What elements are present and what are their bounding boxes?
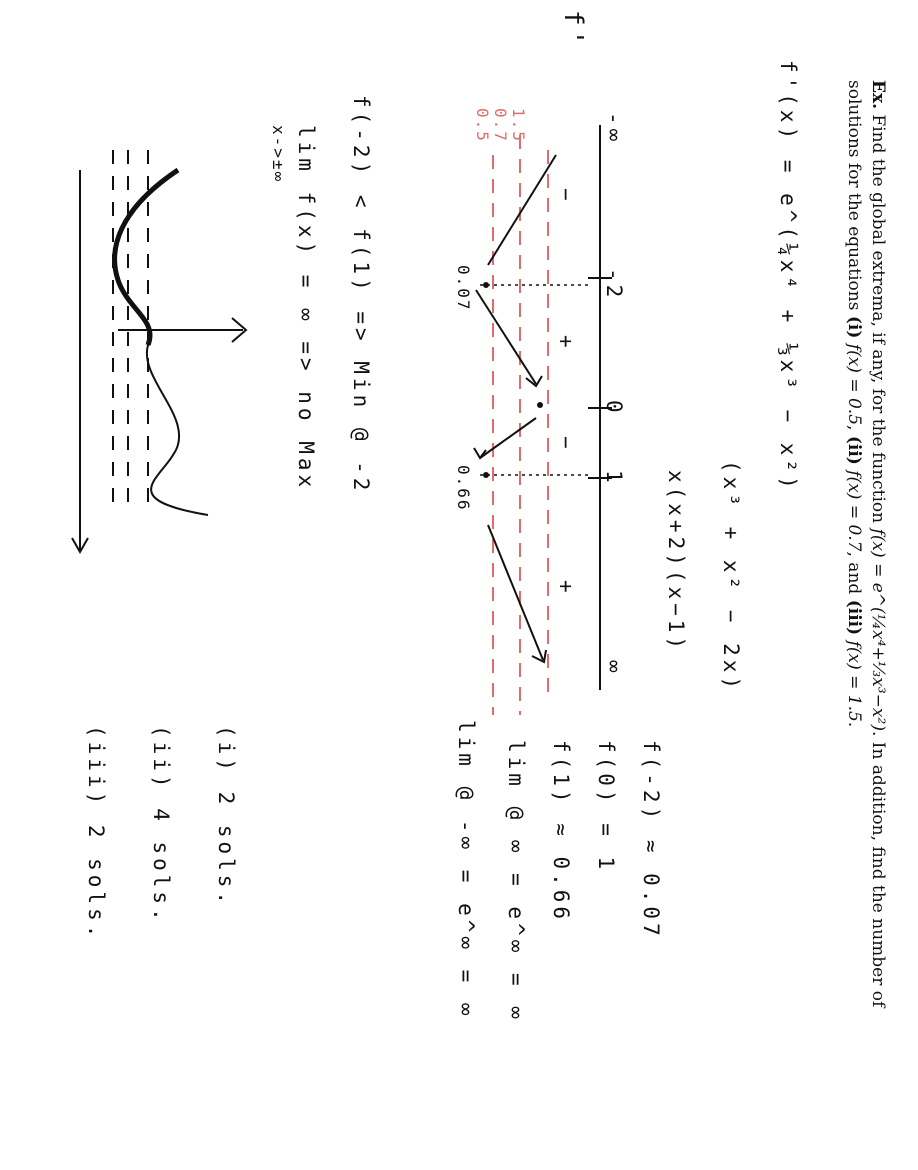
value-at-1: 0.66	[454, 465, 473, 512]
arrow-inc-1	[476, 290, 536, 384]
arrow-dec-1	[488, 155, 556, 265]
sign-4: +	[554, 580, 578, 597]
curve-thin	[147, 345, 208, 515]
derivative-line-2: (x³ + x² − 2x)	[719, 460, 743, 694]
value-f-0: f(0) = 1	[594, 740, 618, 874]
graph-sketch	[72, 150, 246, 552]
sign-2: +	[554, 335, 578, 352]
value-lim-neg-inf: lim @ -∞ = e^∞ = ∞	[454, 720, 478, 1020]
problem-statement: Ex. Find the global extrema, if any, for the function f(x) = e^(¼x⁴+⅓x³−x²). In addition, find the number of solutions for the equations (i) f(x) = 0.5, (ii) f(x) = 0.7, and (iii) f(x) = 1.5.	[844, 80, 888, 1008]
value-at-neg2: 0.07	[454, 265, 473, 312]
red-label-1.5: 1.5	[509, 108, 528, 143]
value-f-neg2: f(-2) ≈ 0.07	[639, 740, 663, 940]
derivative-line-3: x(x+2)(x−1)	[664, 470, 688, 654]
answer-i: (i) 2 sols.	[214, 725, 238, 909]
arrow-inc-2	[488, 525, 543, 660]
limit-subscript: x->±∞	[269, 125, 288, 184]
point-neg2	[483, 282, 489, 288]
limit-line: lim f(x) = ∞ => no Max	[294, 125, 318, 492]
arrow-dec-2	[480, 418, 536, 458]
sign-1: −	[554, 188, 578, 205]
red-label-0.7: 0.7	[491, 108, 510, 143]
fprime-label: f'	[558, 10, 588, 50]
derivative-line-1: f'(x) = e^(¼x⁴ + ⅓x³ − x²)	[776, 60, 800, 493]
label-neg-inf: -∞	[602, 112, 626, 146]
answer-iii: (iii) 2 sols.	[84, 725, 108, 942]
sign-3: −	[554, 436, 578, 453]
graph-level-lines	[113, 150, 148, 505]
monotonic-arrows	[474, 155, 556, 662]
point-1	[483, 472, 489, 478]
value-f-1: f(1) ≈ 0.66	[549, 740, 573, 924]
answer-ii: (ii) 4 sols.	[149, 725, 173, 925]
label-neg2: -2	[602, 268, 626, 302]
red-label-0.5: 0.5	[473, 108, 492, 143]
value-lim-pos-inf: lim @ ∞ = e^∞ = ∞	[504, 740, 528, 1023]
arrow-head-2	[474, 448, 486, 458]
level-lines	[493, 135, 548, 715]
label-1: 1	[602, 470, 626, 487]
point-0	[537, 402, 543, 408]
label-pos-inf: ∞	[602, 660, 626, 677]
comparison-line: f(-2) < f(1) => Min @ -2	[349, 95, 373, 495]
curve-thick	[115, 170, 178, 345]
label-0: 0	[602, 400, 626, 417]
